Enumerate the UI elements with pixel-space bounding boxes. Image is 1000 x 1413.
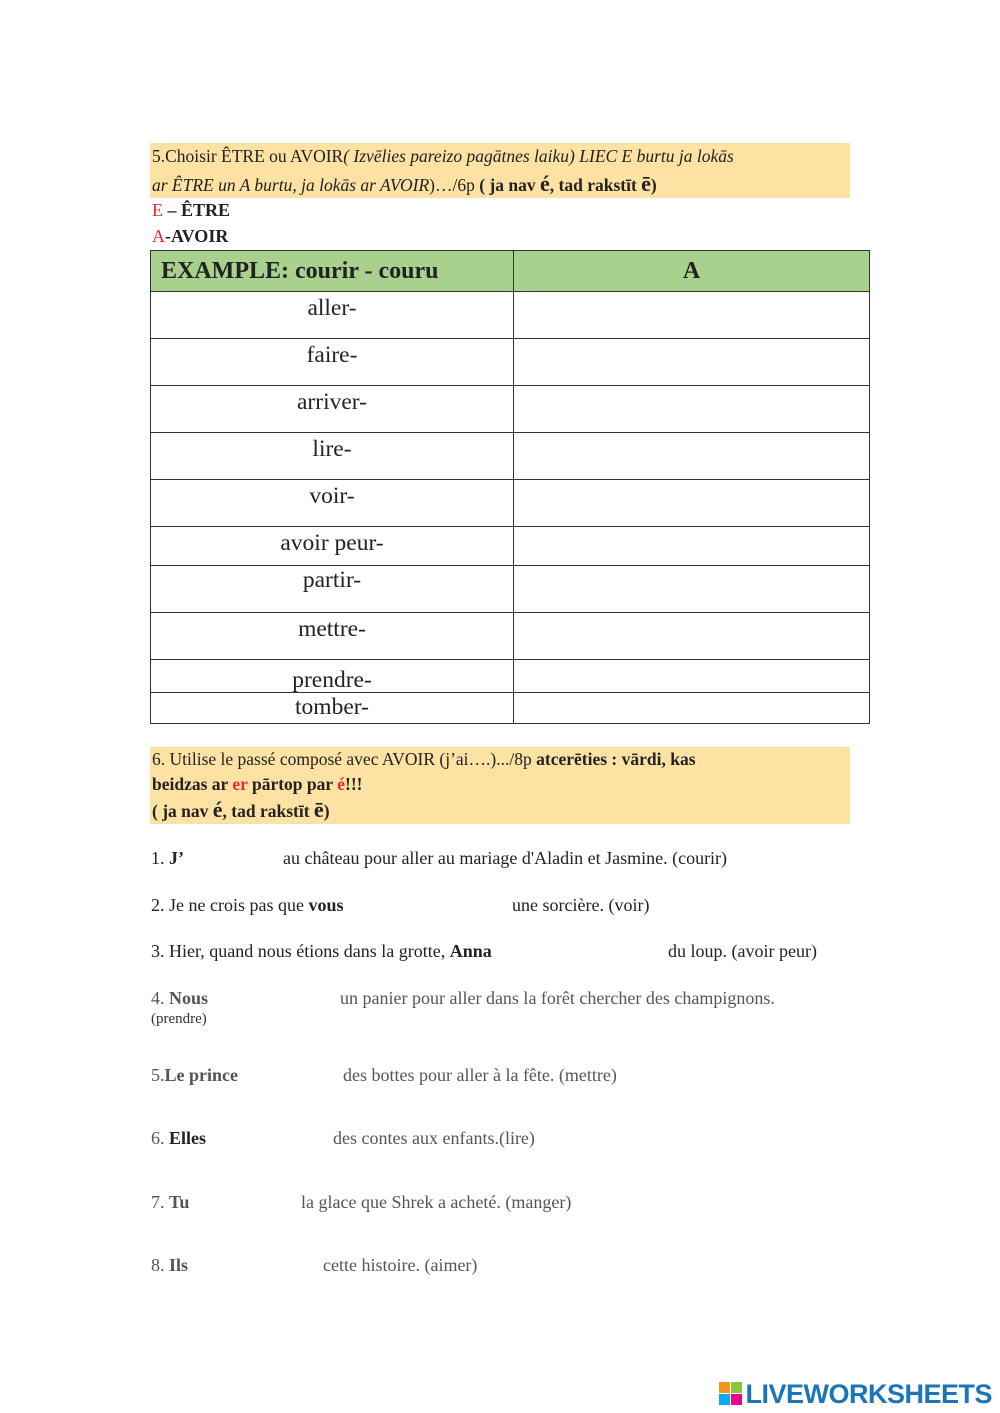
ex6-rule-e: é xyxy=(337,774,345,794)
ex6-e-macron: ē xyxy=(313,797,324,822)
verb-cell: lire- xyxy=(151,433,514,480)
sentence-number: 5. xyxy=(151,1065,165,1085)
ex5-note-a: ( ja nav xyxy=(479,175,540,195)
answer-field[interactable] xyxy=(514,613,870,660)
sentence-number: 7. xyxy=(151,1192,169,1212)
table-row xyxy=(151,613,870,660)
ex6-rule-b: pārtop par xyxy=(247,774,338,794)
ex6-note-a: ( ja nav xyxy=(152,801,213,821)
sentence-rest: cette histoire. (aimer) xyxy=(323,1255,478,1275)
table-row xyxy=(151,480,870,527)
ex5-note-c: ) xyxy=(650,175,657,195)
answer-field[interactable] xyxy=(514,660,870,693)
sentence-number: 2. Je ne crois pas que xyxy=(151,895,309,915)
ex5-e-macron: ē xyxy=(641,171,651,196)
ex5-note-b: , tad rakstīt xyxy=(549,175,642,195)
ex5-instruction-lv: ( Izvēlies pareizo pagātnes laiku) LIEC E burtu ja lokās xyxy=(343,146,734,166)
table-row xyxy=(151,693,870,724)
sentence-2 xyxy=(151,895,650,916)
sentence-rest: du loup. (avoir peur) xyxy=(668,941,817,961)
sentence-6 xyxy=(151,1128,535,1149)
verb-cell: tomber- xyxy=(151,693,514,724)
answer-field[interactable] xyxy=(514,339,870,386)
sentence-rest: au château pour aller au mariage d'Aladin et Jasmine. (courir) xyxy=(283,848,728,868)
sentence-number: 8. xyxy=(151,1255,169,1275)
sentence-5 xyxy=(151,1065,617,1086)
sentence-rest: des contes aux enfants.(lire) xyxy=(333,1128,535,1148)
table-header-row xyxy=(151,251,870,292)
ex5-points: )…/6p xyxy=(429,175,480,195)
answer-field[interactable] xyxy=(514,480,870,527)
sentence-4-verb: (prendre) xyxy=(151,1011,207,1027)
ex6-title: 6. Utilise le passé composé avec AVOIR (j’ai….).../8p xyxy=(152,749,537,769)
sentence-7 xyxy=(151,1192,572,1213)
legend-a-letter: A xyxy=(152,226,165,246)
liveworksheets-logo-text: LIVEWORKSHEETS xyxy=(745,1378,992,1409)
legend-avoir xyxy=(152,226,228,247)
sentence-number: 4. xyxy=(151,988,169,1008)
answer-field[interactable] xyxy=(514,386,870,433)
sentence-3 xyxy=(151,941,817,962)
answer-field[interactable] xyxy=(514,292,870,339)
sentence-4 xyxy=(151,988,775,1009)
sentence-subject: J’ xyxy=(169,848,184,868)
ex6-rule-a: beidzas ar xyxy=(152,774,233,794)
answer-field[interactable] xyxy=(514,433,870,480)
table-row xyxy=(151,339,870,386)
ex6-e-acute: é xyxy=(212,797,223,822)
ex5-instruction-lv-2: ar ÊTRE un A burtu, ja lokās ar AVOIR xyxy=(152,175,430,195)
sentence-subject: Elles xyxy=(169,1128,207,1148)
sentence-rest: des bottes pour aller à la fête. (mettre) xyxy=(343,1065,617,1085)
table-row xyxy=(151,386,870,433)
sentence-1 xyxy=(151,848,728,869)
sentence-subject: Ils xyxy=(169,1255,189,1275)
verb-cell: avoir peur- xyxy=(151,527,514,566)
sentence-subject: vous xyxy=(308,895,344,915)
legend-e-letter: E xyxy=(152,200,163,220)
verb-table xyxy=(150,250,870,724)
table-row xyxy=(151,527,870,566)
ex6-note-b: , tad rakstīt xyxy=(222,801,314,821)
answer-field[interactable] xyxy=(514,527,870,566)
liveworksheets-logo xyxy=(719,1379,992,1409)
ex6-rule-c: !!! xyxy=(345,774,363,794)
ex5-e-acute: é xyxy=(540,171,550,196)
ex6-remember: atcerēties : vārdi, kas xyxy=(536,749,696,769)
answer-field[interactable] xyxy=(514,566,870,613)
example-answer: A xyxy=(514,251,870,292)
verb-cell: mettre- xyxy=(151,613,514,660)
sentence-rest: un panier pour aller dans la forêt chercher des champignons. xyxy=(340,988,775,1008)
liveworksheets-logo-icon xyxy=(719,1382,743,1406)
verb-cell: voir- xyxy=(151,480,514,527)
legend-a-text: -AVOIR xyxy=(165,226,229,246)
sentence-rest: une sorcière. (voir) xyxy=(512,895,650,915)
sentence-subject: Le prince xyxy=(164,1065,238,1085)
verb-cell: faire- xyxy=(151,339,514,386)
answer-field[interactable] xyxy=(514,693,870,724)
verb-cell: partir- xyxy=(151,566,514,613)
legend-e-text: – ÊTRE xyxy=(163,200,231,220)
sentence-subject: Nous xyxy=(169,988,209,1008)
sentence-number: 6. xyxy=(151,1128,169,1148)
ex5-title: 5.Choisir ÊTRE ou AVOIR xyxy=(152,146,344,166)
sentence-number: 1. xyxy=(151,848,169,868)
table-row xyxy=(151,660,870,693)
verb-cell: prendre- xyxy=(151,660,514,693)
table-row xyxy=(151,292,870,339)
verb-cell: aller- xyxy=(151,292,514,339)
sentence-number: 3. Hier, quand nous étions dans la grotte, xyxy=(151,941,450,961)
sentence-8 xyxy=(151,1255,478,1276)
sentence-subject: Anna xyxy=(449,941,492,961)
table-row xyxy=(151,566,870,613)
exercise-6-instructions xyxy=(150,747,850,824)
verb-cell: arriver- xyxy=(151,386,514,433)
exercise-5-instructions xyxy=(150,143,850,198)
table-row xyxy=(151,433,870,480)
ex6-note-c: ) xyxy=(323,801,330,821)
legend-etre xyxy=(152,200,230,221)
ex6-rule-er: er xyxy=(232,774,248,794)
sentence-subject: Tu xyxy=(169,1192,190,1212)
sentence-rest: la glace que Shrek a acheté. (manger) xyxy=(301,1192,572,1212)
example-header: EXAMPLE: courir - couru xyxy=(151,251,514,292)
